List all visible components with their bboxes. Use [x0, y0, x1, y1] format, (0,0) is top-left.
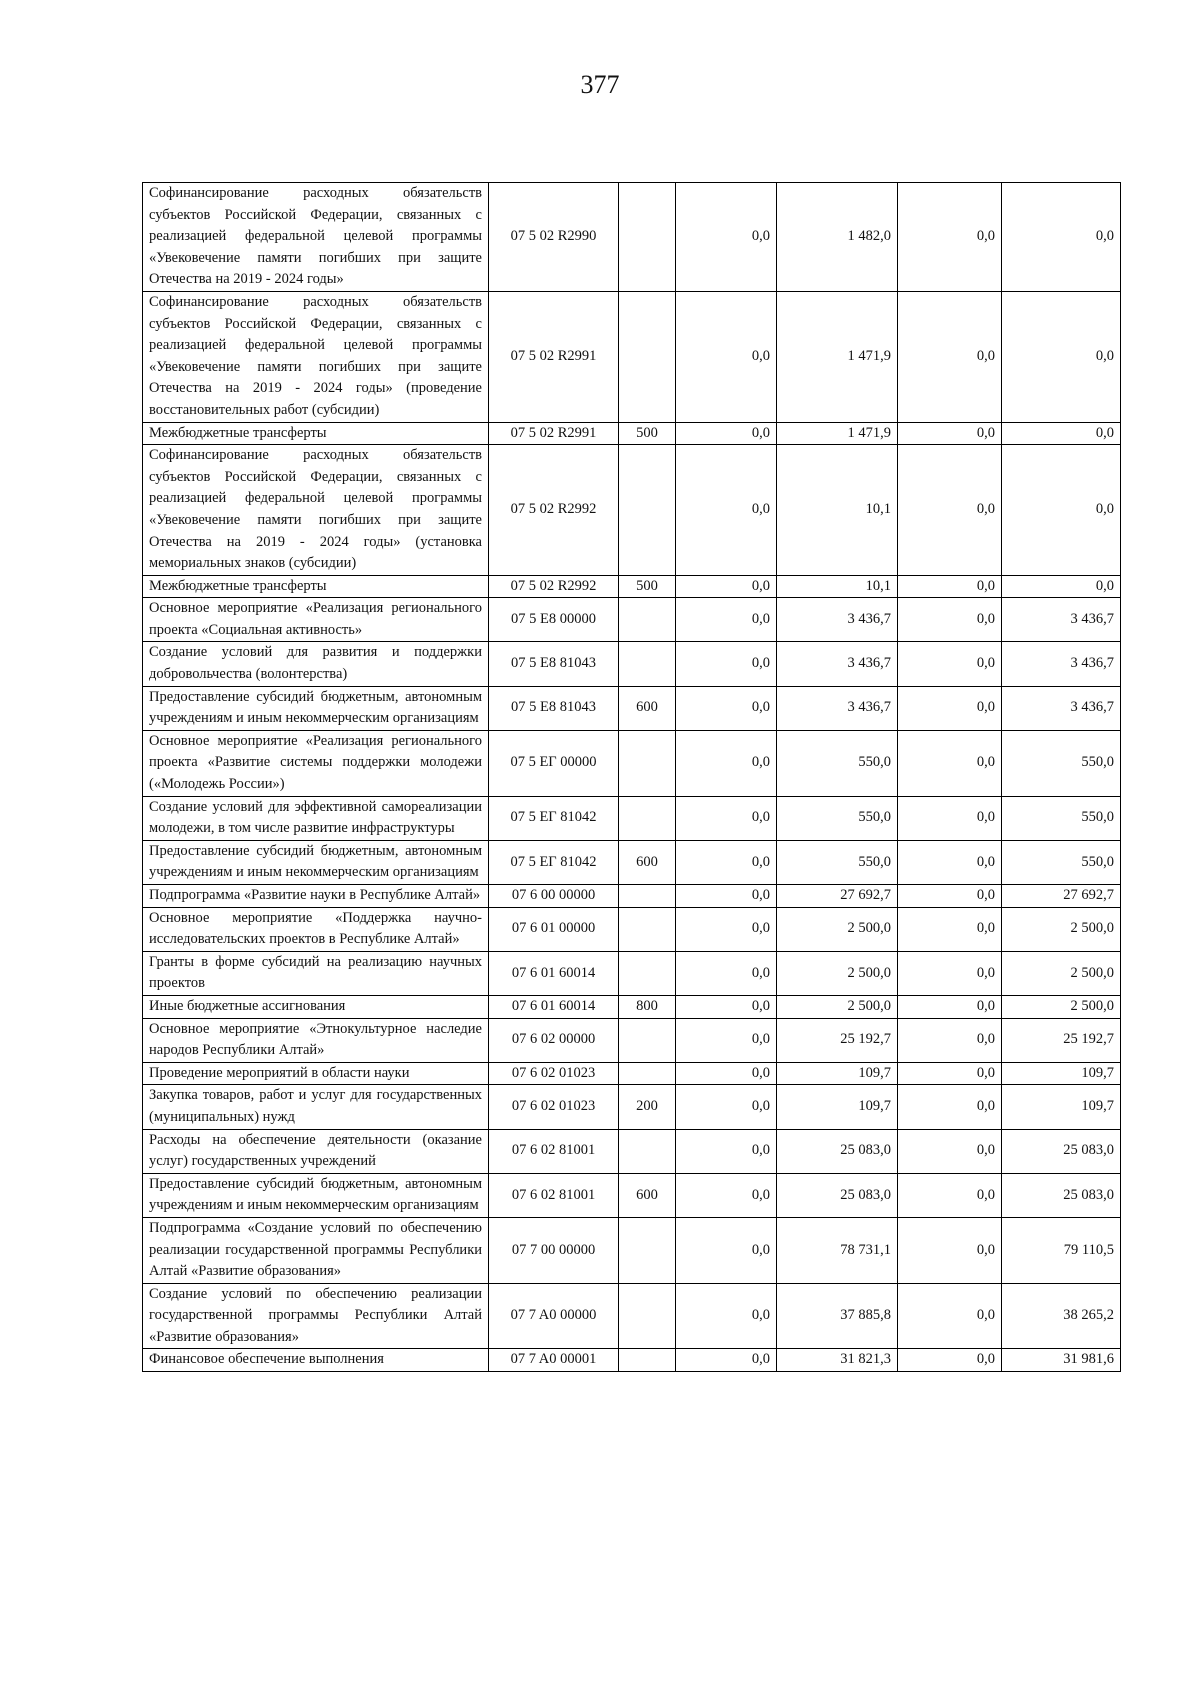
expense-name-cell: Основное мероприятие «Реализация регионального проекта «Социальная активность»	[143, 598, 489, 642]
target-code-cell: 07 5 E8 00000	[489, 598, 619, 642]
table-row	[143, 445, 1121, 576]
table-row	[143, 730, 1121, 796]
target-code-cell: 07 5 02 R2991	[489, 422, 619, 445]
table-row	[143, 1085, 1121, 1129]
target-code-cell: 07 6 02 81001	[489, 1173, 619, 1217]
expense-type-cell	[619, 796, 676, 840]
amount-cell-2: 109,7	[777, 1062, 898, 1085]
target-code-cell: 07 7 A0 00001	[489, 1349, 619, 1372]
amount-cell-3: 0,0	[898, 642, 1002, 686]
amount-cell-3: 0,0	[898, 1173, 1002, 1217]
amount-cell-4: 79 110,5	[1002, 1217, 1121, 1283]
amount-cell-4: 550,0	[1002, 796, 1121, 840]
expense-name-cell: Предоставление субсидий бюджетным, автономным учреждениям и иным некоммерческим организациям	[143, 840, 489, 884]
amount-cell-4: 0,0	[1002, 291, 1121, 422]
table-row	[143, 995, 1121, 1018]
amount-cell-2: 2 500,0	[777, 907, 898, 951]
table-row	[143, 1018, 1121, 1062]
amount-cell-1: 0,0	[676, 1062, 777, 1085]
target-code-cell: 07 6 00 00000	[489, 885, 619, 908]
expense-name-cell: Межбюджетные трансферты	[143, 422, 489, 445]
target-code-cell: 07 5 EГ 81042	[489, 796, 619, 840]
target-code-cell: 07 6 02 01023	[489, 1085, 619, 1129]
table-row	[143, 686, 1121, 730]
amount-cell-2: 37 885,8	[777, 1283, 898, 1349]
amount-cell-4: 550,0	[1002, 840, 1121, 884]
table-row	[143, 1062, 1121, 1085]
amount-cell-1: 0,0	[676, 951, 777, 995]
expense-type-cell	[619, 598, 676, 642]
expense-type-cell	[619, 642, 676, 686]
expense-type-cell	[619, 291, 676, 422]
amount-cell-2: 550,0	[777, 796, 898, 840]
amount-cell-3: 0,0	[898, 1283, 1002, 1349]
amount-cell-4: 3 436,7	[1002, 598, 1121, 642]
amount-cell-4: 3 436,7	[1002, 686, 1121, 730]
amount-cell-4: 109,7	[1002, 1085, 1121, 1129]
amount-cell-4: 0,0	[1002, 422, 1121, 445]
expense-type-cell	[619, 1018, 676, 1062]
amount-cell-2: 1 482,0	[777, 183, 898, 292]
amount-cell-3: 0,0	[898, 183, 1002, 292]
amount-cell-1: 0,0	[676, 885, 777, 908]
expense-type-cell	[619, 907, 676, 951]
amount-cell-2: 25 192,7	[777, 1018, 898, 1062]
table-row	[143, 796, 1121, 840]
expense-name-cell: Проведение мероприятий в области науки	[143, 1062, 489, 1085]
amount-cell-1: 0,0	[676, 907, 777, 951]
table-row	[143, 907, 1121, 951]
amount-cell-3: 0,0	[898, 1018, 1002, 1062]
amount-cell-3: 0,0	[898, 840, 1002, 884]
amount-cell-2: 1 471,9	[777, 291, 898, 422]
amount-cell-1: 0,0	[676, 575, 777, 598]
expense-type-cell	[619, 1217, 676, 1283]
table-row	[143, 183, 1121, 292]
table-row	[143, 642, 1121, 686]
target-code-cell: 07 7 A0 00000	[489, 1283, 619, 1349]
amount-cell-4: 550,0	[1002, 730, 1121, 796]
amount-cell-3: 0,0	[898, 686, 1002, 730]
amount-cell-3: 0,0	[898, 885, 1002, 908]
amount-cell-1: 0,0	[676, 796, 777, 840]
amount-cell-2: 3 436,7	[777, 642, 898, 686]
expense-type-cell	[619, 730, 676, 796]
amount-cell-2: 550,0	[777, 840, 898, 884]
expense-name-cell: Предоставление субсидий бюджетным, автономным учреждениям и иным некоммерческим организациям	[143, 1173, 489, 1217]
amount-cell-1: 0,0	[676, 730, 777, 796]
budget-table-body	[143, 183, 1121, 1372]
amount-cell-3: 0,0	[898, 291, 1002, 422]
expense-type-cell	[619, 1062, 676, 1085]
amount-cell-3: 0,0	[898, 1129, 1002, 1173]
target-code-cell: 07 5 02 R2992	[489, 575, 619, 598]
target-code-cell: 07 6 01 60014	[489, 995, 619, 1018]
expense-type-cell	[619, 183, 676, 292]
amount-cell-4: 0,0	[1002, 183, 1121, 292]
amount-cell-3: 0,0	[898, 1217, 1002, 1283]
amount-cell-2: 25 083,0	[777, 1173, 898, 1217]
amount-cell-3: 0,0	[898, 598, 1002, 642]
expense-type-cell	[619, 1349, 676, 1372]
amount-cell-2: 3 436,7	[777, 686, 898, 730]
amount-cell-3: 0,0	[898, 575, 1002, 598]
amount-cell-4: 25 083,0	[1002, 1173, 1121, 1217]
amount-cell-1: 0,0	[676, 1018, 777, 1062]
expense-name-cell: Основное мероприятие «Этнокультурное наследие народов Республики Алтай»	[143, 1018, 489, 1062]
amount-cell-4: 31 981,6	[1002, 1349, 1121, 1372]
table-row	[143, 951, 1121, 995]
expense-name-cell: Создание условий для развития и поддержки добровольчества (волонтерства)	[143, 642, 489, 686]
amount-cell-1: 0,0	[676, 1173, 777, 1217]
amount-cell-4: 2 500,0	[1002, 995, 1121, 1018]
amount-cell-1: 0,0	[676, 183, 777, 292]
target-code-cell: 07 6 01 00000	[489, 907, 619, 951]
expense-name-cell: Подпрограмма «Создание условий по обеспечению реализации государственной программы Республики Алтай «Развитие образования»	[143, 1217, 489, 1283]
expense-type-cell	[619, 885, 676, 908]
amount-cell-4: 0,0	[1002, 575, 1121, 598]
expense-name-cell: Основное мероприятие «Поддержка научно-исследовательских проектов в Республике Алтай»	[143, 907, 489, 951]
target-code-cell: 07 5 02 R2991	[489, 291, 619, 422]
expense-type-cell: 500	[619, 422, 676, 445]
expense-name-cell: Гранты в форме субсидий на реализацию научных проектов	[143, 951, 489, 995]
amount-cell-4: 27 692,7	[1002, 885, 1121, 908]
expense-name-cell: Подпрограмма «Развитие науки в Республике Алтай»	[143, 885, 489, 908]
target-code-cell: 07 7 00 00000	[489, 1217, 619, 1283]
table-row	[143, 575, 1121, 598]
amount-cell-3: 0,0	[898, 1062, 1002, 1085]
amount-cell-1: 0,0	[676, 686, 777, 730]
amount-cell-2: 2 500,0	[777, 951, 898, 995]
table-row	[143, 1217, 1121, 1283]
amount-cell-2: 10,1	[777, 445, 898, 576]
table-row	[143, 1173, 1121, 1217]
amount-cell-4: 25 083,0	[1002, 1129, 1121, 1173]
expense-name-cell: Софинансирование расходных обязательств субъектов Российской Федерации, связанных с реализацией федеральной целевой программы «Увековечение памяти погибших при защите Отечества на 2019 - 2024 годы»	[143, 183, 489, 292]
amount-cell-2: 2 500,0	[777, 995, 898, 1018]
amount-cell-2: 78 731,1	[777, 1217, 898, 1283]
expense-type-cell	[619, 1283, 676, 1349]
table-row	[143, 885, 1121, 908]
table-row	[143, 1129, 1121, 1173]
amount-cell-2: 550,0	[777, 730, 898, 796]
amount-cell-1: 0,0	[676, 840, 777, 884]
target-code-cell: 07 6 01 60014	[489, 951, 619, 995]
expense-name-cell: Предоставление субсидий бюджетным, автономным учреждениям и иным некоммерческим организациям	[143, 686, 489, 730]
expense-name-cell: Создание условий по обеспечению реализации государственной программы Республики Алтай «Развитие образования»	[143, 1283, 489, 1349]
amount-cell-1: 0,0	[676, 1283, 777, 1349]
amount-cell-1: 0,0	[676, 642, 777, 686]
table-row	[143, 1283, 1121, 1349]
amount-cell-2: 10,1	[777, 575, 898, 598]
amount-cell-3: 0,0	[898, 995, 1002, 1018]
amount-cell-3: 0,0	[898, 1349, 1002, 1372]
expense-name-cell: Межбюджетные трансферты	[143, 575, 489, 598]
amount-cell-4: 25 192,7	[1002, 1018, 1121, 1062]
expense-name-cell: Расходы на обеспечение деятельности (оказание услуг) государственных учреждений	[143, 1129, 489, 1173]
amount-cell-1: 0,0	[676, 995, 777, 1018]
expense-name-cell: Основное мероприятие «Реализация регионального проекта «Развитие системы поддержки молодежи («Молодежь России»)	[143, 730, 489, 796]
amount-cell-2: 31 821,3	[777, 1349, 898, 1372]
amount-cell-2: 1 471,9	[777, 422, 898, 445]
expense-name-cell: Софинансирование расходных обязательств субъектов Российской Федерации, связанных с реализацией федеральной целевой программы «Увековечение памяти погибших при защите Отечества на 2019 - 2024 годы» (проведение восстановительных работ (субсидии)	[143, 291, 489, 422]
amount-cell-4: 109,7	[1002, 1062, 1121, 1085]
amount-cell-2: 3 436,7	[777, 598, 898, 642]
amount-cell-1: 0,0	[676, 445, 777, 576]
page-number: 377	[580, 70, 620, 99]
target-code-cell: 07 5 EГ 81042	[489, 840, 619, 884]
expense-type-cell	[619, 445, 676, 576]
amount-cell-3: 0,0	[898, 1085, 1002, 1129]
amount-cell-3: 0,0	[898, 422, 1002, 445]
target-code-cell: 07 5 E8 81043	[489, 642, 619, 686]
amount-cell-3: 0,0	[898, 445, 1002, 576]
amount-cell-2: 27 692,7	[777, 885, 898, 908]
amount-cell-1: 0,0	[676, 422, 777, 445]
expense-type-cell	[619, 1129, 676, 1173]
table-row	[143, 598, 1121, 642]
target-code-cell: 07 5 EГ 00000	[489, 730, 619, 796]
budget-table	[142, 182, 1121, 1372]
amount-cell-4: 2 500,0	[1002, 951, 1121, 995]
expense-type-cell	[619, 951, 676, 995]
table-row	[143, 291, 1121, 422]
expense-name-cell: Финансовое обеспечение выполнения	[143, 1349, 489, 1372]
amount-cell-2: 109,7	[777, 1085, 898, 1129]
expense-name-cell: Создание условий для эффективной самореализации молодежи, в том числе развитие инфраструктуры	[143, 796, 489, 840]
amount-cell-4: 0,0	[1002, 445, 1121, 576]
amount-cell-3: 0,0	[898, 796, 1002, 840]
expense-type-cell: 800	[619, 995, 676, 1018]
table-row	[143, 422, 1121, 445]
amount-cell-1: 0,0	[676, 1129, 777, 1173]
table-row	[143, 1349, 1121, 1372]
amount-cell-1: 0,0	[676, 1217, 777, 1283]
target-code-cell: 07 5 02 R2990	[489, 183, 619, 292]
amount-cell-1: 0,0	[676, 598, 777, 642]
table-row	[143, 840, 1121, 884]
expense-type-cell: 600	[619, 840, 676, 884]
amount-cell-3: 0,0	[898, 730, 1002, 796]
target-code-cell: 07 6 02 81001	[489, 1129, 619, 1173]
expense-type-cell: 500	[619, 575, 676, 598]
expense-type-cell: 200	[619, 1085, 676, 1129]
amount-cell-3: 0,0	[898, 907, 1002, 951]
expense-type-cell: 600	[619, 1173, 676, 1217]
expense-type-cell: 600	[619, 686, 676, 730]
amount-cell-4: 2 500,0	[1002, 907, 1121, 951]
expense-name-cell: Софинансирование расходных обязательств субъектов Российской Федерации, связанных с реализацией федеральной целевой программы «Увековечение памяти погибших при защите Отечества на 2019 - 2024 годы» (установка мемориальных знаков (субсидии)	[143, 445, 489, 576]
amount-cell-4: 38 265,2	[1002, 1283, 1121, 1349]
amount-cell-1: 0,0	[676, 1085, 777, 1129]
amount-cell-1: 0,0	[676, 291, 777, 422]
expense-name-cell: Закупка товаров, работ и услуг для государственных (муниципальных) нужд	[143, 1085, 489, 1129]
target-code-cell: 07 5 E8 81043	[489, 686, 619, 730]
amount-cell-2: 25 083,0	[777, 1129, 898, 1173]
target-code-cell: 07 6 02 01023	[489, 1062, 619, 1085]
amount-cell-3: 0,0	[898, 951, 1002, 995]
target-code-cell: 07 5 02 R2992	[489, 445, 619, 576]
target-code-cell: 07 6 02 00000	[489, 1018, 619, 1062]
amount-cell-4: 3 436,7	[1002, 642, 1121, 686]
amount-cell-1: 0,0	[676, 1349, 777, 1372]
expense-name-cell: Иные бюджетные ассигнования	[143, 995, 489, 1018]
